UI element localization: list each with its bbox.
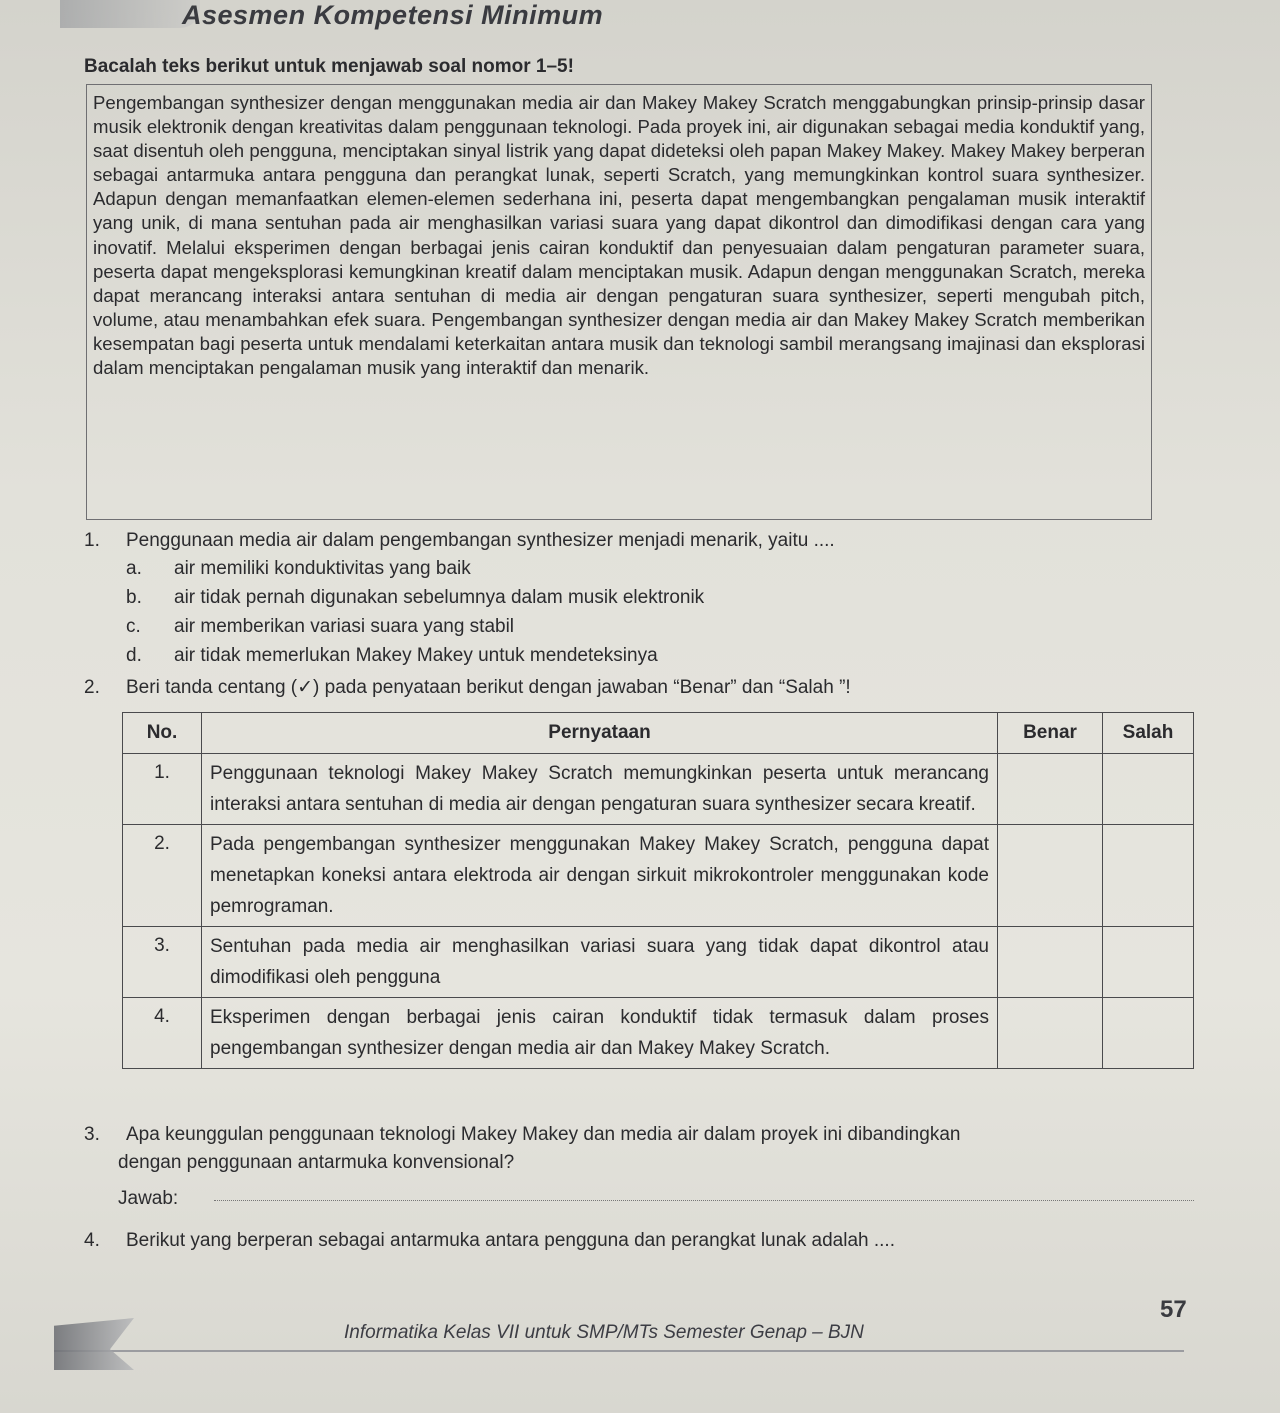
question-number: 1. [84,530,100,551]
header-statement: Pernyataan [202,713,998,754]
option-letter: a. [126,558,142,579]
row-statement: Sentuhan pada media air menghasilkan variasi suara yang tidak dapat dikontrol atau dimodifikasi oleh pengguna [202,927,998,998]
benar-checkbox-cell[interactable] [998,825,1103,927]
question-text: Beri tanda centang (✓) pada penyataan berikut dengan jawaban “Benar” dan “Salah ”! [126,677,851,698]
question-4 [84,1230,1194,1252]
page-title: Asesmen Kompetensi Minimum [182,0,604,30]
option-d[interactable] [126,645,1026,667]
answer-label: Jawab: [118,1188,179,1209]
option-letter: b. [126,587,142,608]
row-number: 4. [123,998,202,1069]
row-number: 1. [123,754,202,825]
header-salah: Salah [1103,713,1194,754]
option-text: air memiliki konduktivitas yang baik [174,558,471,579]
question-text: Penggunaan media air dalam pengembangan synthesizer menjadi menarik, yaitu .... [126,530,835,551]
question-2 [84,676,1184,699]
option-text: air tidak memerlukan Makey Makey untuk mendeteksinya [174,645,658,666]
row-number: 3. [123,927,202,998]
statement-table [122,712,1194,1069]
row-statement: Penggunaan teknologi Makey Makey Scratch memungkinkan peserta untuk merancang interaksi antara sentuhan di media air dengan pengaturan suara synthesizer secara kreatif. [202,754,998,825]
question-text: Berikut yang berperan sebagai antarmuka antara pengguna dan perangkat lunak adalah .... [126,1230,895,1251]
header-decoration [60,0,200,28]
answer-line[interactable] [214,1200,1194,1201]
reading-passage: Pengembangan synthesizer dengan menggunakan media air dan Makey Makey Scratch menggabungkan prinsip-prinsip dasar musik elektronik dengan kreativitas dalam penggunaan teknologi. Pada proyek ini, air digunakan sebagai media konduktif yang, saat disentuh oleh pengguna, menciptakan sinyal listrik yang dapat dideteksi oleh papan Makey Makey. Makey Makey berperan sebagai antarmuka antara pengguna dan perangkat lunak, seperti Scratch, yang memungkinkan kontrol suara synthesizer. Adapun dengan memanfaatkan elemen-elemen sederhana ini, peserta dapat mengembangkan pengalaman musik interaktif yang unik, di mana sentuhan pada air menghasilkan variasi suara yang dapat dikontrol dan dimodifikasi dengan cara yang inovatif. Melalui eksperimen dengan berbagai jenis cairan konduktif dan penyesuaian dalam pengaturan parameter suara, peserta dapat mengeksplorasi kemungkinan kreatif dalam menciptakan musik. Adapun dengan menggunakan Scratch, mereka dapat merancang interaksi antara sentuhan di media air dengan pengaturan suara synthesizer, seperti mengubah pitch, volume, atau menambahkan efek suara. Pengembangan synthesizer dengan media air dan Makey Makey Scratch memberikan kesempatan bagi peserta untuk mendalami keterkaitan antara musik dan teknologi sambil merangsang imajinasi dan eksplorasi dalam menciptakan pengalaman musik yang interaktif dan menarik. [86,84,1152,520]
option-c[interactable] [126,616,1026,638]
option-text: air memberikan variasi suara yang stabil [174,616,515,637]
option-letter: c. [126,616,141,637]
benar-checkbox-cell[interactable] [998,998,1103,1069]
question-number: 2. [84,677,100,698]
table-row [123,998,1194,1069]
benar-checkbox-cell[interactable] [998,754,1103,825]
row-statement: Pada pengembangan synthesizer menggunakan Makey Makey Scratch, pengguna dapat menetapkan koneksi antara elektroda air dengan sirkuit mikrokontroler menggunakan kode pemrograman. [202,825,998,927]
benar-checkbox-cell[interactable] [998,927,1103,998]
row-statement: Eksperimen dengan berbagai jenis cairan konduktif tidak termasuk dalam proses pengembangan synthesizer dengan media air dan Makey Makey Scratch. [202,998,998,1069]
page-number: 57 [1160,1296,1187,1323]
table-row [123,754,1194,825]
salah-checkbox-cell[interactable] [1103,825,1194,927]
header-benar: Benar [998,713,1103,754]
reading-instruction: Bacalah teks berikut untuk menjawab soal nomor 1–5! [84,56,574,77]
option-text: air tidak pernah digunakan sebelumnya dalam musik elektronik [174,587,705,608]
question-3-continued: dengan penggunaan antarmuka konvensional? [118,1152,515,1173]
table-header-row [123,713,1194,754]
footer-book-title: Informatika Kelas VII untuk SMP/MTs Semester Genap – BJN [344,1322,864,1343]
salah-checkbox-cell[interactable] [1103,754,1194,825]
salah-checkbox-cell[interactable] [1103,927,1194,998]
question-1 [84,530,1184,552]
table-row [123,927,1194,998]
salah-checkbox-cell[interactable] [1103,998,1194,1069]
question-number: 4. [84,1230,100,1251]
question-number: 3. [84,1124,100,1145]
option-b[interactable] [126,587,1026,609]
header-no: No. [123,713,202,754]
row-number: 2. [123,825,202,927]
table-row [123,825,1194,927]
option-a[interactable] [126,558,1026,580]
question-3 [84,1124,1194,1146]
question-text: Apa keunggulan penggunaan teknologi Makey Makey dan media air dalam proyek ini dibandingkan [126,1124,961,1145]
option-letter: d. [126,645,142,666]
